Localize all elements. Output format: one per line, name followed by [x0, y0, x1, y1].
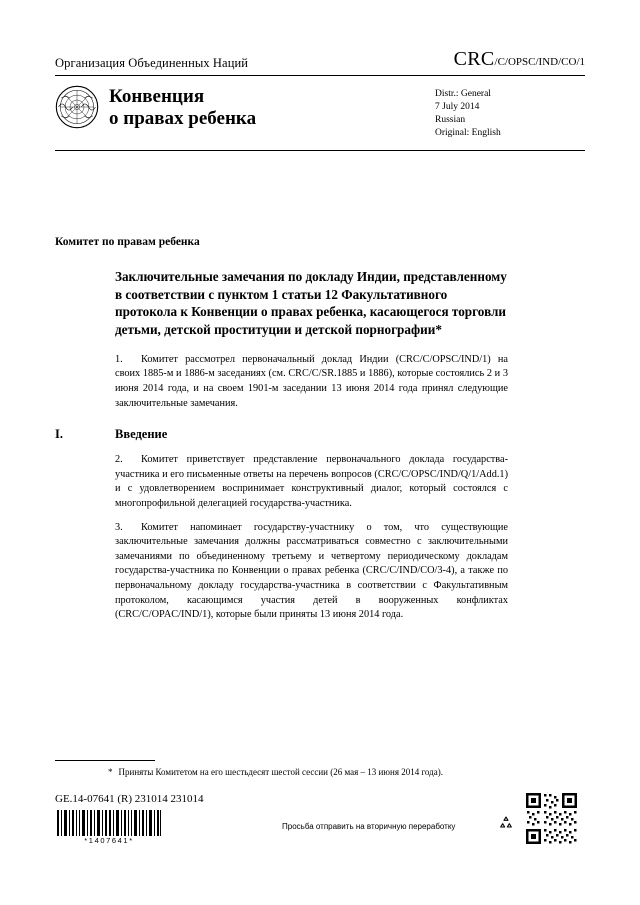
recycle-icon [498, 815, 514, 831]
footnote-marker: * [108, 767, 113, 777]
section-number: I. [55, 427, 63, 442]
paragraph-1-number: 1. [115, 353, 123, 365]
paragraph-3 [115, 521, 508, 623]
paragraph-1 [115, 353, 508, 411]
footnote [108, 766, 538, 778]
paragraph-3-number: 3. [115, 521, 123, 533]
footnote-separator [55, 760, 155, 761]
paragraph-2 [115, 453, 508, 511]
barcode-digits: *1407641* [84, 836, 134, 845]
distribution-info [435, 85, 585, 140]
qr-code [524, 791, 579, 846]
distr-line-1: Distr.: General [435, 89, 491, 99]
section-heading-introduction [55, 427, 508, 442]
barcode [55, 810, 163, 836]
page-title-text: Заключительные замечания по докладу Индии, представленному в соответствии с пунктом 1 статьи 12 Факультативного протокола к Конвенции о правах ребенка, касающегося торговли детьми, детской проституции и детской порнографии [115, 269, 507, 338]
document-symbol-prefix: CRC [453, 48, 495, 70]
organization-name: Организация Объединенных Наций [55, 56, 249, 70]
section-title: Введение [115, 427, 168, 442]
paragraph-2-text: Комитет приветствует представление первоначального доклада государства-участника и его письменные ответы на перечень вопросов (CRC/C/OPSC/IND/Q/1/Add.1) и с удовлетворением воспринимает конструктивный диалог, который состоялся с многопрофильной делегацией государства-участника. [115, 454, 508, 510]
recycle-text: Просьба отправить на вторичную переработку [282, 822, 456, 831]
paragraph-1-text: Комитет рассмотрел первоначальный доклад Индии (CRC/C/OPSC/IND/1) на своих 1885-м и 1886-м заседаниях (см. CRC/C/SR.1885 и 1886), которые состоялись 2 и 3 июня 2014 года, и на своем 1901-м заседании 13 июня 2014 года принял следующие заключительные замечания. [115, 353, 508, 409]
un-emblem-icon [55, 85, 99, 129]
job-number: GE.14-07641 (R) 231014 231014 [55, 793, 204, 805]
distr-line-3: Russian [435, 115, 466, 126]
document-symbol [454, 48, 585, 71]
committee-name: Комитет по правам ребенка [55, 236, 200, 248]
footnote-text: Приняты Комитетом на его шестьдесят шестой сессии (26 мая – 13 июня 2014 года). [118, 767, 443, 777]
page-title-footnote-marker: * [435, 322, 442, 338]
document-title-block [109, 85, 435, 131]
document-title-line-2: о правах ребенка [109, 108, 257, 130]
header-top-row [55, 48, 585, 74]
document-body [55, 268, 508, 632]
page-title [115, 268, 508, 339]
paragraph-2-number: 2. [115, 454, 123, 466]
distr-line-4: Original: English [435, 128, 501, 139]
document-title-line-1: Конвенция [109, 86, 205, 107]
header-body-row [55, 76, 585, 140]
header-rule-bottom [55, 150, 585, 151]
document-symbol-suffix: /C/OPSC/IND/CO/1 [494, 56, 585, 68]
distr-line-2: 7 July 2014 [435, 102, 480, 113]
document-header [55, 48, 585, 151]
paragraph-3-text: Комитет напоминает государству-участнику о том, что существующие заключительные замечания должны рассматриваться совместно с заключительными замечаниями по объединенному третьему и четвертому периодическому докладам государства-участника по Конвенции о правах ребенка (CRC/C/IND/CO/3-4), а также по первоначальному докладу государства-участника в соответствии с Факультативным протоколом, касающимся участия детей в вооруженных конфликтах (CRC/C/OPAC/IND/1), которые были приняты 13 июня 2014 года. [115, 521, 508, 621]
